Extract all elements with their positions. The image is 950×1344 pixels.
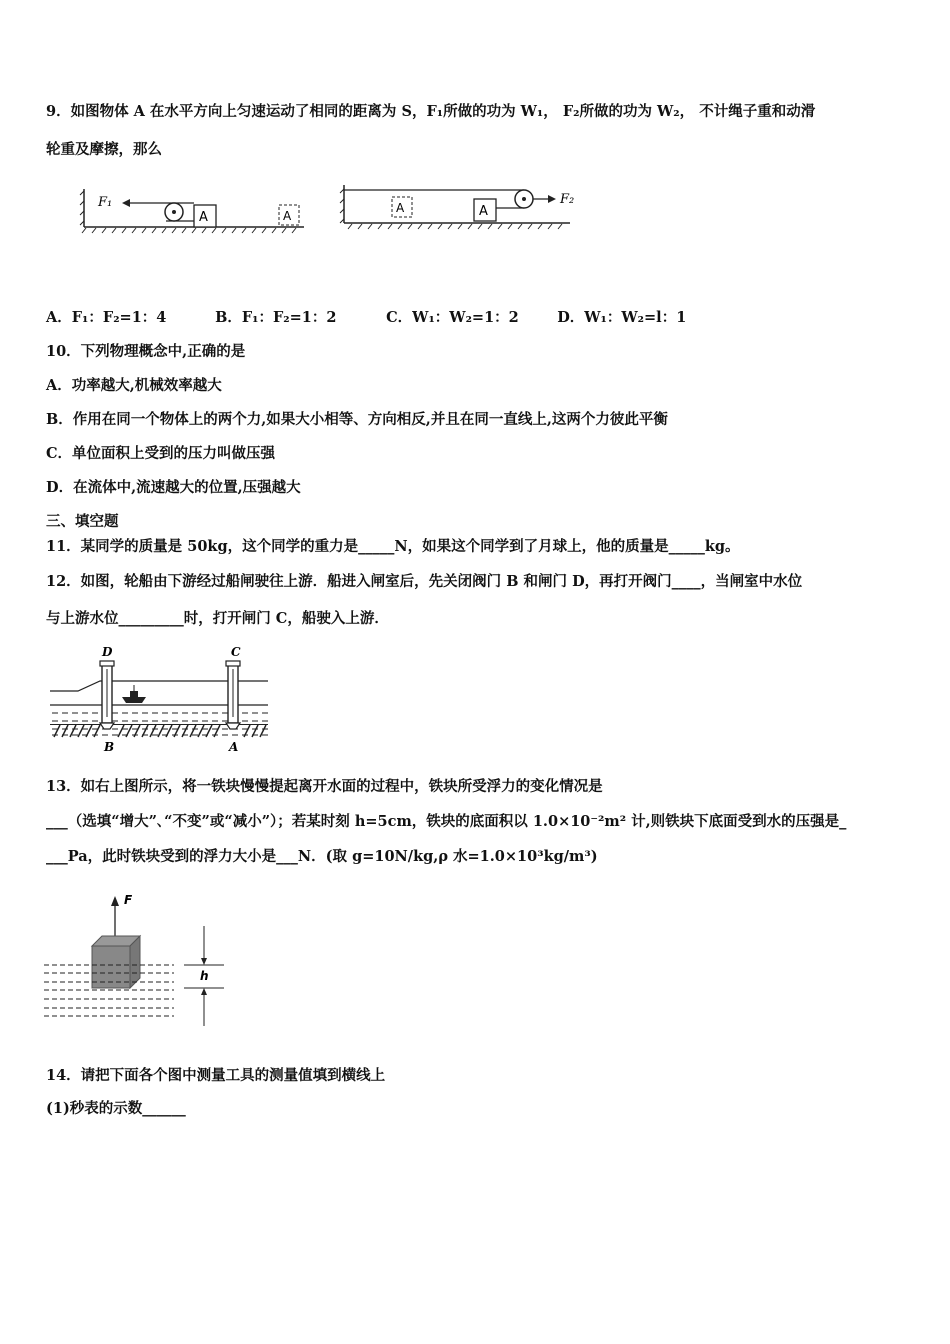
section-heading: 三、填空题 bbox=[46, 513, 119, 530]
q14-sub1: (1)秒表的示数______ bbox=[46, 1100, 186, 1117]
svg-text:A: A bbox=[199, 210, 208, 225]
label-a: A bbox=[229, 740, 239, 754]
q13-block-figure bbox=[44, 890, 229, 1030]
svg-text:A: A bbox=[396, 201, 405, 215]
ship-icon bbox=[122, 685, 146, 703]
q14-stem: 14．请把下面各个图中测量工具的测量值填到横线上 bbox=[46, 1067, 386, 1084]
label-b: B bbox=[104, 740, 115, 754]
svg-text:A: A bbox=[283, 209, 292, 223]
q13-stem-line2: ___（选填“增大”､“不变”或“减小”）；若某时刻 h=5cm，铁块的底面积以 1.0×10⁻²m² 计,则铁块下底面受到水的压强是_ bbox=[46, 813, 847, 830]
q13-stem-line1: 13．如右上图所示，将一铁块慢慢提起离开水面的过程中，铁块所受浮力的变化情况是 bbox=[46, 778, 603, 795]
q9-figure-left bbox=[80, 189, 304, 233]
q9-stem-line2: 轮重及摩擦，那么 bbox=[46, 141, 162, 158]
q10-option-b[interactable]: B．作用在同一个物体上的两个力,如果大小相等、方向相反,并且在同一直线上,这两个力彼此平衡 bbox=[46, 411, 668, 428]
q9-option-d[interactable]: D．W₁：W₂=l：1 bbox=[557, 309, 687, 326]
q10-option-d[interactable]: D．在流体中,流速越大的位置,压强越大 bbox=[46, 479, 301, 496]
q9-f1-label: F₁ bbox=[98, 195, 113, 210]
q10-option-a[interactable]: A．功率越大,机械效率越大 bbox=[46, 377, 222, 394]
q12-lock-figure bbox=[50, 645, 272, 755]
q9-option-b[interactable]: B．F₁：F₂=1：2 bbox=[215, 309, 337, 326]
q13-stem-line3: ___Pa，此时铁块受到的浮力大小是___N．(取 g=10N/kg,ρ 水=1.0×10³kg/m³) bbox=[46, 848, 598, 865]
q9-options bbox=[46, 308, 686, 328]
force-label: F bbox=[124, 893, 133, 907]
q9-stem-line1: 9．如图物体 A 在水平方向上匀速运动了相同的距离为 S，F₁所做的功为 W₁， F₂所做的功为 W₂， 不计绳子重和动滑 bbox=[46, 103, 816, 120]
svg-text:A: A bbox=[479, 204, 488, 219]
q9-f2-label: F₂ bbox=[560, 192, 575, 207]
q9-figure bbox=[76, 185, 586, 235]
q9-figure-right bbox=[340, 185, 574, 229]
h-label: h bbox=[200, 969, 209, 983]
label-d: D bbox=[102, 645, 113, 659]
label-c: C bbox=[231, 645, 241, 659]
q9-option-a[interactable]: A．F₁：F₂=1：4 bbox=[46, 309, 167, 326]
q10-stem: 10．下列物理概念中,正确的是 bbox=[46, 343, 246, 360]
q10-option-c[interactable]: C．单位面积上受到的压力叫做压强 bbox=[46, 445, 276, 462]
q12-stem-line2: 与上游水位_________时，打开闸门 C，船驶入上游． bbox=[46, 610, 389, 627]
q12-stem-line1: 12．如图，轮船由下游经过船闸驶往上游．船进入闸室后，先关闭阀门 B 和闸门 D，再打开阀门____，当闸室中水位 bbox=[46, 573, 803, 590]
q9-option-c[interactable]: C．W₁：W₂=1：2 bbox=[386, 309, 519, 326]
q11-stem: 11．某同学的质量是 50kg，这个同学的重力是_____N，如果这个同学到了月球上，他的质量是_____kg。 bbox=[46, 538, 740, 555]
